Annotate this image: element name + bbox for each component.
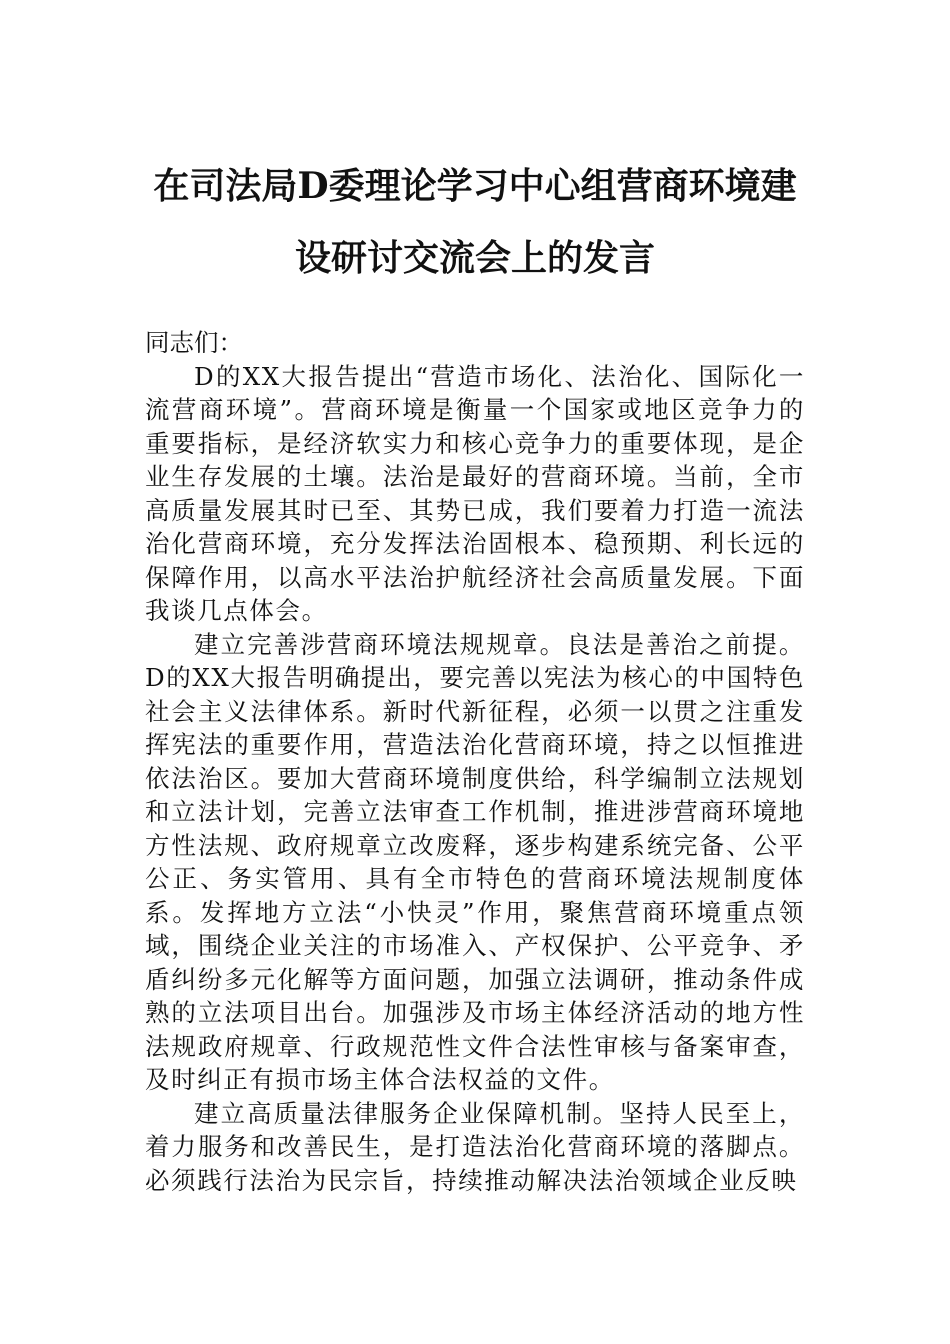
title-line-2: 设研讨交流会上的发言 (294, 237, 655, 279)
document-title (120, 150, 830, 294)
paragraph-legal-services: 建立高质量法律服务企业保障机制。坚持人民至上，着力服务和改善民生，是打造法治化营商环境的落脚点。必须践行法治为民宗旨，持续推动解决法治领域企业反映 (145, 1098, 805, 1195)
paragraph-intro: D的XX大报告提出“营造市场化、法治化、国际化一流营商环境”。营商环境是衡量一个国家或地区竞争力的重要指标，是经济软实力和核心竞争力的重要体现，是企业生存发展的土壤。法治是最好的营商环境。当前，全市高质量发展其时已至、其势已成，我们要着力打造一流法治化营商环境，充分发挥法治固根本、稳预期、利长远的保障作用，以高水平法治护航经济社会高质量发展。下面我谈几点体会。 (145, 361, 805, 625)
paragraph-legislation: 建立完善涉营商环境法规规章。良法是善治之前提。D的XX大报告明确提出，要完善以宪法为核心的中国特色社会主义法律体系。新时代新征程，必须一以贯之注重发挥宪法的重要作用，营造法治化营商环境，持之以恒推进依法治区。要加大营商环境制度供给，科学编制立法规划和立法计划，完善立法审查工作机制，推进涉营商环境地方性法规、政府规章立改废释，逐步构建系统完备、公平公正、务实管用、具有全市特色的营商环境法规制度体系。发挥地方立法“小快灵”作用，聚焦营商环境重点领域，围绕企业关注的市场准入、产权保护、公平竞争、矛盾纠纷多元化解等方面问题，加强立法调研，推动条件成熟的立法项目出台。加强涉及市场主体经济活动的地方性法规政府规章、行政规范性文件合法性审核与备案审查，及时纠正有损市场主体合法权益的文件。 (145, 629, 805, 1094)
salutation: 同志们： (145, 328, 243, 357)
title-line-1: 在司法局D委理论学习中心组营商环境建 (153, 165, 797, 207)
document-body (145, 326, 805, 1197)
